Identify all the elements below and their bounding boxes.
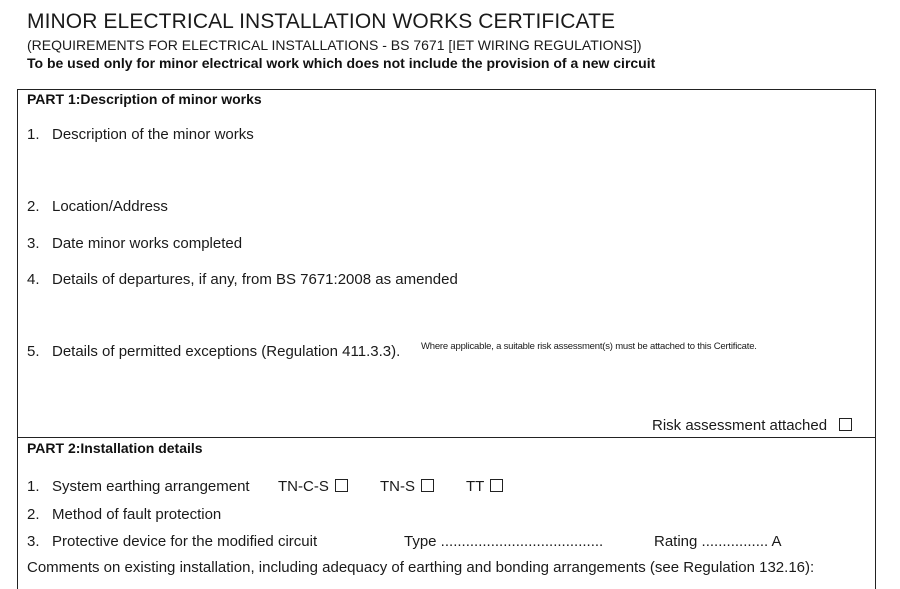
item-label: Date minor works completed <box>52 235 243 252</box>
item-number: 3. <box>27 235 40 252</box>
certificate-subtitle: (REQUIREMENTS FOR ELECTRICAL INSTALLATIONS - BS 7671 [IET WIRING REGULATIONS]) <box>27 37 642 53</box>
risk-assessment-row <box>652 417 852 434</box>
item-label: Details of permitted exceptions (Regulation 411.3.3). <box>52 343 401 360</box>
part1-item-exceptions <box>27 343 400 360</box>
option-label: TN-S <box>380 478 415 495</box>
item-number: 1. <box>27 126 40 143</box>
item-label: Method of fault protection <box>52 506 222 523</box>
certificate-title: MINOR ELECTRICAL INSTALLATION WORKS CERTIFICATE <box>27 10 616 33</box>
item-number: 3. <box>27 533 40 550</box>
item-number: 2. <box>27 506 40 523</box>
item-label: Location/Address <box>52 198 168 215</box>
part2-item-fault-protection <box>27 506 221 523</box>
part1-heading: PART 1:Description of minor works <box>27 91 262 107</box>
usage-note: To be used only for minor electrical work which does not include the provision of a new circuit <box>27 55 656 71</box>
risk-assessment-label: Risk assessment attached <box>652 417 828 434</box>
item-label: System earthing arrangement <box>52 478 250 495</box>
item-number: 2. <box>27 198 40 215</box>
exceptions-note: Where applicable, a suitable risk assessment(s) must be attached to this Certificate. <box>421 341 757 352</box>
item-label: Protective device for the modified circuit <box>52 533 318 550</box>
tt-checkbox[interactable] <box>490 479 503 492</box>
item-number: 1. <box>27 478 40 495</box>
tns-checkbox[interactable] <box>421 479 434 492</box>
part-divider <box>17 437 876 438</box>
device-rating-field[interactable]: Rating ................ A <box>654 533 782 550</box>
tncs-checkbox[interactable] <box>335 479 348 492</box>
item-number: 5. <box>27 343 40 360</box>
part1-item-departures <box>27 271 458 288</box>
comments-label: Comments on existing installation, including adequacy of earthing and bonding arrangements (see Regulation 132.16): <box>27 559 815 576</box>
part2-item-protective-device <box>27 533 317 550</box>
part1-item-description <box>27 126 254 143</box>
earthing-option-tns <box>380 478 434 495</box>
part1-item-location <box>27 198 168 215</box>
option-label: TN-C-S <box>278 478 329 495</box>
item-number: 4. <box>27 271 40 288</box>
risk-assessment-checkbox[interactable] <box>839 418 852 431</box>
item-label: Description of the minor works <box>52 126 254 143</box>
option-label: TT <box>466 478 485 495</box>
part1-item-date <box>27 235 242 252</box>
device-type-field[interactable]: Type ....................................... <box>404 533 604 550</box>
earthing-option-tt <box>466 478 503 495</box>
item-label: Details of departures, if any, from BS 7671:2008 as amended <box>52 271 458 288</box>
earthing-option-tncs <box>278 478 348 495</box>
part2-item-earthing <box>27 478 250 495</box>
part2-heading: PART 2:Installation details <box>27 440 203 456</box>
